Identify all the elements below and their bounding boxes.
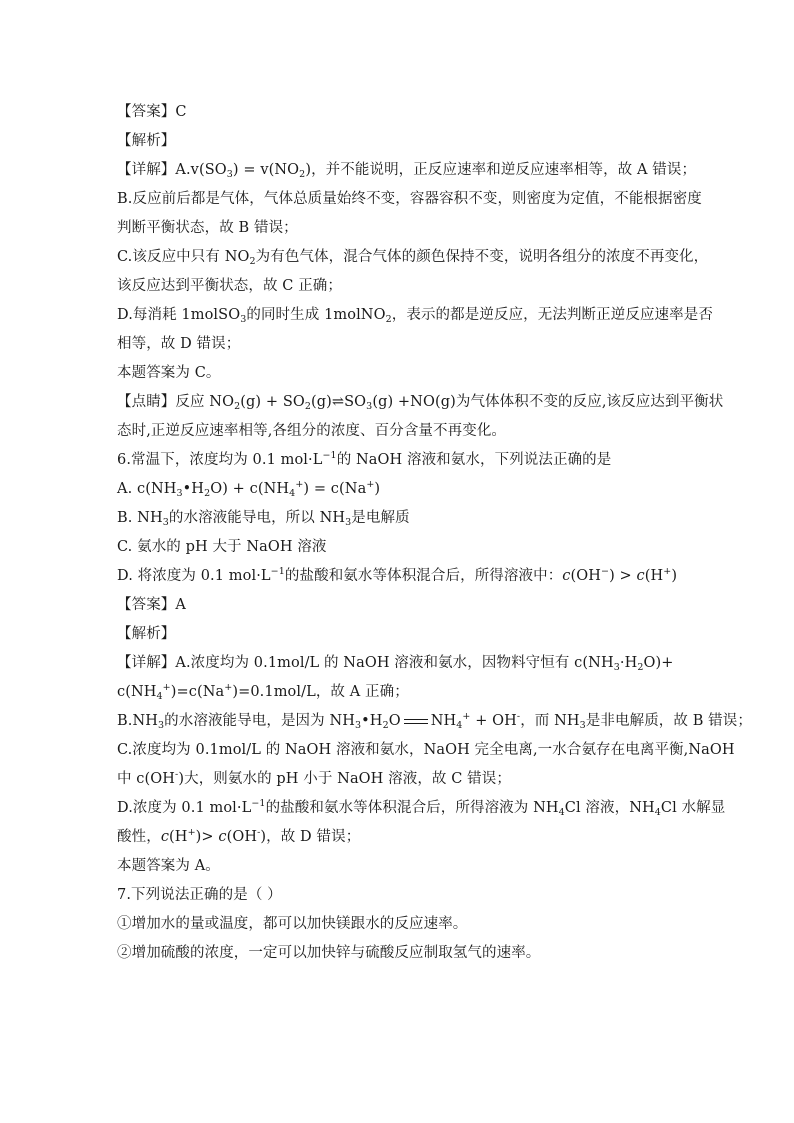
text-segment: 7.下列说法正确的是（ ） — [117, 887, 282, 903]
text-line — [117, 359, 682, 388]
text-line — [117, 185, 702, 214]
text-segment: 4 — [456, 720, 463, 731]
text-segment: 3 — [613, 662, 620, 673]
text-segment: NH — [430, 713, 457, 729]
text-segment: 3 — [176, 488, 183, 499]
text-segment: C. 氨水的 pH 大于 NaOH 溶液 — [117, 539, 327, 555]
text-segment: 是非电解质，故 B 错误； — [585, 713, 752, 729]
text-segment: + — [462, 711, 471, 722]
text-segment: 判断平衡状态，故 B 错误； — [117, 220, 298, 236]
text-segment: 的 NaOH 溶液和氨水，下列说法正确的是 — [336, 452, 612, 468]
text-segment: ) > — [609, 568, 637, 584]
text-segment: 3 — [226, 169, 233, 180]
text-line — [117, 939, 682, 968]
text-line — [117, 620, 682, 649]
text-segment: 3 — [162, 517, 169, 528]
text-segment: D.浓度为 0.1 mol·L — [117, 800, 252, 816]
text-segment: 2 — [382, 720, 389, 731]
text-segment: + — [224, 682, 233, 693]
text-segment: ) = v(NO — [232, 162, 300, 178]
text-line — [117, 475, 682, 504]
text-segment: 2 — [304, 401, 311, 412]
text-segment: 3 — [579, 720, 586, 731]
text-segment: ，表示的都是逆反应，无法判断正逆反应速率是否 — [391, 307, 713, 323]
text-segment: 【解析】 — [117, 626, 176, 642]
text-line — [117, 736, 735, 765]
text-segment: ) = c(Na — [303, 481, 367, 497]
text-line — [117, 417, 682, 446]
text-segment: O) + c(NH — [210, 481, 290, 497]
text-segment: )=0.1mol/L，故 A 正确； — [232, 684, 409, 700]
text-line — [117, 156, 697, 185]
text-segment: C.浓度均为 0.1mol/L 的 NaOH 溶液和氨水，NaOH 完全电离,一水合氨存在电离平衡,NaOH — [117, 742, 735, 758]
text-segment: 2 — [299, 169, 306, 180]
text-line — [117, 910, 682, 939]
text-segment: 2 — [249, 256, 256, 267]
equilibrium-arrow-icon — [403, 716, 429, 726]
text-segment: 4 — [156, 691, 163, 702]
text-segment: - — [175, 769, 179, 780]
text-segment: A. c(NH — [117, 481, 177, 497]
text-segment: ) — [671, 568, 678, 584]
text-segment: 2 — [637, 662, 644, 673]
text-segment: 本题答案为 A。 — [117, 858, 220, 874]
text-segment: + — [162, 682, 171, 693]
text-segment: 酸性， — [117, 829, 161, 845]
text-segment: 为有色气体，混合气体的颜色保持不变，说明各组分的浓度不再变化， — [255, 249, 709, 265]
text-line — [117, 852, 682, 881]
text-line — [117, 243, 709, 272]
text-segment: 【答案】C — [117, 104, 187, 120]
text-segment: 中 c(OH — [117, 771, 176, 787]
text-segment: 的盐酸和氨水等体积混合后，所得溶液为 NH — [265, 800, 559, 816]
text-segment: c(NH — [117, 684, 157, 700]
text-segment: 【详解】A.v(SO — [117, 162, 227, 178]
text-line — [117, 591, 682, 620]
text-segment: 4 — [654, 807, 661, 818]
text-line — [117, 794, 726, 823]
text-segment: c — [160, 829, 170, 845]
text-segment: ) — [374, 481, 381, 497]
text-segment: 2 — [234, 401, 241, 412]
text-segment: O)+ — [643, 655, 674, 671]
text-line — [117, 649, 682, 678]
text-segment: 3 — [345, 517, 352, 528]
text-line — [117, 301, 713, 330]
text-line — [117, 504, 682, 533]
text-segment: 的水溶液能导电，所以 NH — [168, 510, 346, 526]
text-segment: (g) + SO — [240, 394, 305, 410]
text-segment: Cl 溶液，NH — [564, 800, 655, 816]
text-segment: c — [562, 568, 571, 584]
text-segment: ·H — [619, 655, 638, 671]
text-segment: ，而 NH — [520, 713, 580, 729]
text-segment: 【答案】A — [117, 597, 186, 613]
text-segment: 3 — [158, 720, 165, 731]
text-segment: + OH — [470, 713, 517, 729]
text-segment: c — [636, 568, 645, 584]
text-segment: 的盐酸和氨水等体积混合后，所得溶液中： — [284, 568, 563, 584]
text-segment: 6.常温下，浓度均为 0.1 mol·L — [117, 452, 323, 468]
text-segment: 【点睛】反应 NO — [117, 394, 235, 410]
text-segment: •H — [182, 481, 205, 497]
text-segment: C.该反应中只有 NO — [117, 249, 250, 265]
text-segment: c — [218, 829, 227, 845]
text-segment: − — [601, 566, 610, 577]
text-line — [117, 707, 752, 736]
text-segment: 【解析】 — [117, 133, 176, 149]
text-segment: - — [257, 827, 261, 838]
text-segment: −1 — [251, 798, 266, 809]
text-segment: + — [187, 827, 196, 838]
text-segment: 的同时生成 1molNO — [246, 307, 386, 323]
text-segment: •H — [361, 713, 383, 729]
text-segment: D. 将浓度为 0.1 mol·L — [117, 568, 271, 584]
text-segment: 4 — [558, 807, 565, 818]
text-segment: B.NH — [117, 713, 158, 729]
text-segment: ②增加硫酸的浓度，一定可以加快锌与硫酸反应制取氢气的速率。 — [117, 945, 541, 961]
text-segment: O — [388, 713, 401, 729]
text-segment: 该反应达到平衡状态，故 C 正确； — [117, 278, 343, 294]
text-segment: 2 — [204, 488, 211, 499]
text-segment: 本题答案为 C。 — [117, 365, 221, 381]
text-segment: 态时,正逆反应速率相等,各组分的浓度、百分含量不再变化。 — [117, 423, 507, 439]
text-segment: 是电解质 — [351, 510, 410, 526]
text-segment: + — [663, 566, 672, 577]
text-segment: 3 — [366, 401, 373, 412]
text-segment: 4 — [289, 488, 296, 499]
text-segment: + — [366, 479, 375, 490]
text-segment: )=c(Na — [170, 684, 225, 700]
text-line — [117, 446, 682, 475]
text-line — [117, 678, 682, 707]
text-line — [117, 388, 724, 417]
text-segment: - — [516, 711, 521, 722]
text-segment: (g)⇌SO — [311, 394, 367, 410]
text-segment: 3 — [355, 720, 362, 731]
text-segment: (H — [644, 568, 664, 584]
text-segment: )大，则氨水的 pH 小于 NaOH 溶液，故 C 错误； — [178, 771, 511, 787]
text-segment: )，并不能说明，正反应速率和逆反应速率相等，故 A 错误； — [305, 162, 697, 178]
text-line — [117, 533, 682, 562]
text-segment: 3 — [240, 314, 247, 325]
document-page — [117, 98, 752, 968]
text-segment: 相等，故 D 错误； — [117, 336, 241, 352]
text-segment: ①增加水的量或温度，都可以加快镁跟水的反应速率。 — [117, 916, 468, 932]
text-segment: −1 — [270, 566, 285, 577]
text-segment: (g) +NO(g)为气体体积不变的反应,该反应达到平衡状 — [372, 394, 724, 410]
text-line — [117, 823, 682, 852]
text-segment: B. NH — [117, 510, 163, 526]
text-segment: 2 — [385, 314, 392, 325]
text-segment: (OH — [226, 829, 258, 845]
text-line — [117, 562, 682, 591]
text-segment: 的水溶液能导电，是因为 NH — [164, 713, 355, 729]
text-line — [117, 214, 682, 243]
text-segment: )，故 D 错误； — [260, 829, 361, 845]
text-line — [117, 272, 682, 301]
text-segment: D.每消耗 1molSO — [117, 307, 241, 323]
text-segment: (H — [169, 829, 188, 845]
text-line — [117, 765, 682, 794]
text-segment: (OH — [570, 568, 602, 584]
text-segment: )> — [195, 829, 219, 845]
text-segment: B.反应前后都是气体，气体总质量始终不变，容器容积不变，则密度为定值，不能根据密度 — [117, 191, 702, 207]
text-line — [117, 98, 682, 127]
text-segment: Cl 水解显 — [660, 800, 726, 816]
text-segment: −1 — [322, 450, 337, 461]
text-segment: + — [295, 479, 304, 490]
text-segment: 【详解】A.浓度均为 0.1mol/L 的 NaOH 溶液和氨水，因物料守恒有 c(NH — [117, 655, 614, 671]
text-line — [117, 881, 682, 910]
text-line — [117, 127, 682, 156]
text-line — [117, 330, 682, 359]
